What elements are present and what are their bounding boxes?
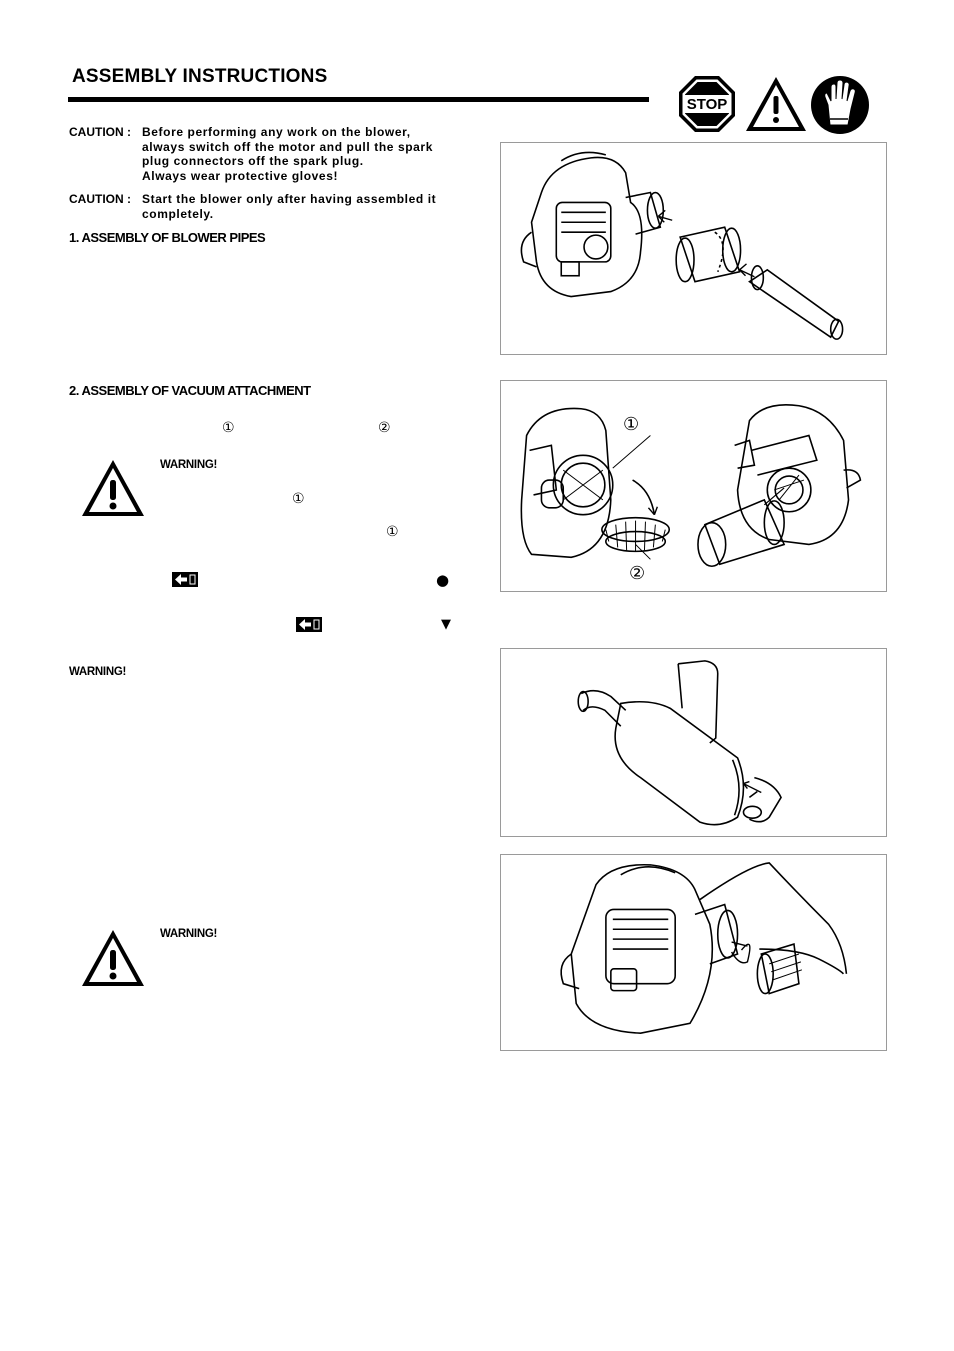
figure-callout: ① bbox=[623, 414, 640, 435]
triangle-symbol: ▼ bbox=[441, 617, 451, 632]
caution-line: Before performing any work on the blower, bbox=[142, 125, 411, 139]
figure-blower-vacuum-tube bbox=[500, 854, 887, 1051]
warning-label: WARNING! bbox=[160, 459, 218, 471]
section-heading-vacuum-attachment: 2. ASSEMBLY OF VACUUM ATTACHMENT bbox=[69, 383, 311, 398]
figure-callout: ② bbox=[629, 563, 646, 584]
page-title: ASSEMBLY INSTRUCTIONS bbox=[72, 66, 328, 87]
figure-vacuum-attachment bbox=[500, 380, 887, 592]
part-ref: ② bbox=[378, 420, 391, 436]
warning-triangle-icon bbox=[80, 928, 146, 988]
caution-line: Start the blower only after having assembled it bbox=[142, 192, 437, 206]
caution-text bbox=[142, 125, 454, 183]
caution-text bbox=[142, 192, 454, 221]
warning-label: WARNING! bbox=[160, 928, 218, 940]
stop-sign-icon bbox=[678, 75, 736, 133]
stop-sign-label: STOP bbox=[686, 96, 728, 113]
caution-label: CAUTION : bbox=[69, 125, 131, 139]
figure-collection-bag bbox=[500, 648, 887, 837]
caution-label: CAUTION : bbox=[69, 192, 131, 206]
bullet-symbol: ● bbox=[436, 571, 450, 589]
work-mode-icon bbox=[296, 617, 322, 632]
figure-blower-pipes bbox=[500, 142, 887, 355]
protective-gloves-icon bbox=[810, 75, 870, 135]
section-heading-blower-pipes: 1. ASSEMBLY OF BLOWER PIPES bbox=[69, 230, 266, 245]
warning-triangle-icon bbox=[744, 75, 808, 133]
part-ref: ① bbox=[292, 491, 305, 507]
warning-label: WARNING! bbox=[69, 666, 127, 678]
part-ref: ① bbox=[222, 420, 235, 436]
caution-line: Always wear protective gloves! bbox=[142, 168, 339, 183]
title-rule bbox=[68, 97, 649, 102]
work-mode-icon bbox=[172, 572, 198, 587]
caution-line: completely. bbox=[142, 206, 214, 221]
caution-line: plug connectors off the spark plug. bbox=[142, 154, 364, 168]
warning-triangle-icon bbox=[80, 458, 146, 518]
part-ref: ① bbox=[386, 524, 399, 540]
caution-line: always switch off the motor and pull the spark bbox=[142, 139, 433, 154]
